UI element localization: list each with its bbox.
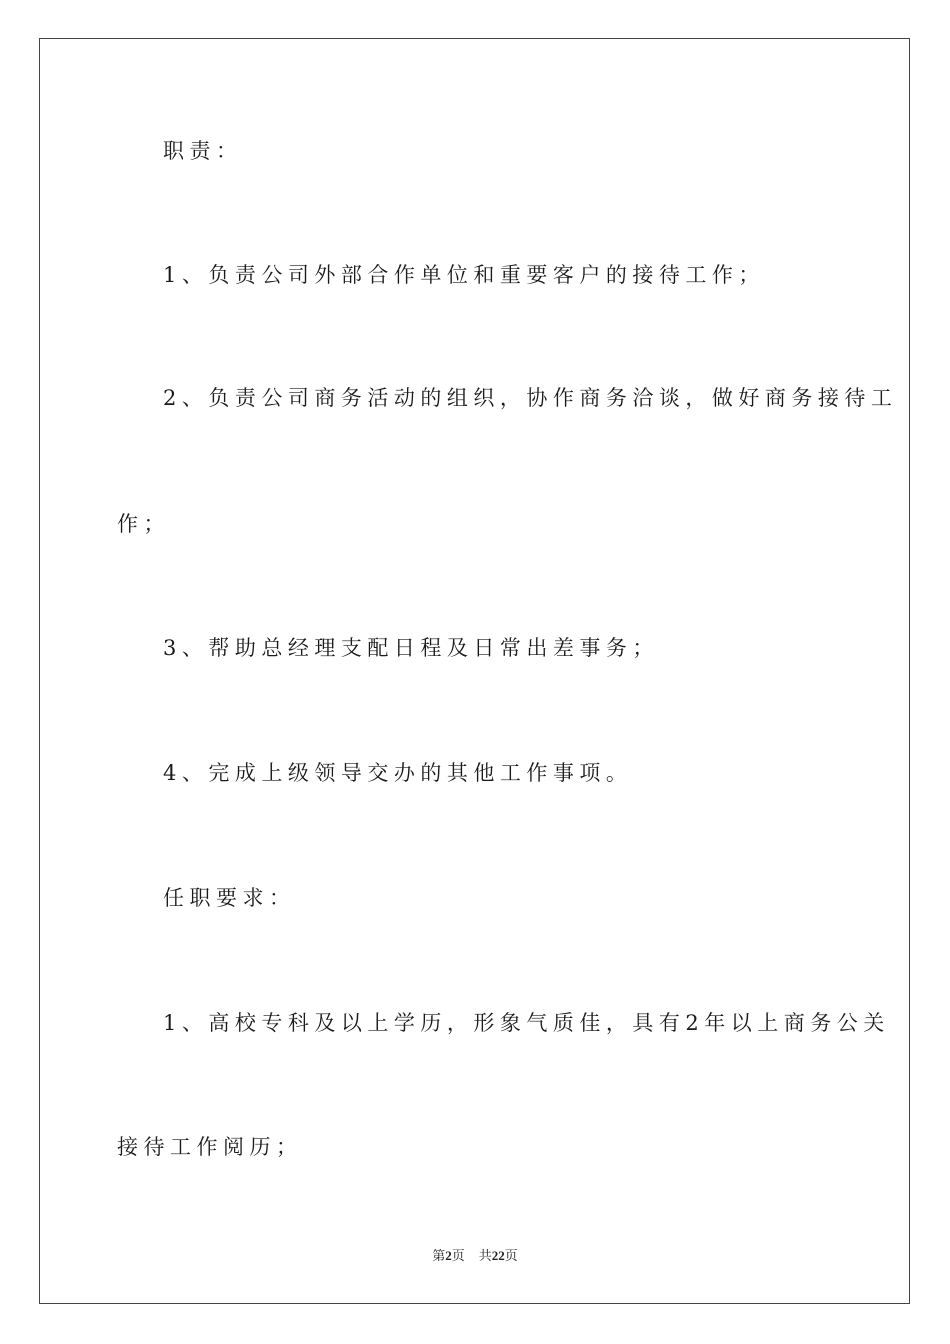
paragraph-duty-2-continued: 作； [117, 512, 170, 536]
section-heading-duties: 职责： [163, 139, 243, 163]
page-footer [0, 1247, 950, 1265]
page-border [39, 38, 910, 1304]
footer-page-prefix: 第 [432, 1248, 446, 1263]
paragraph-requirement-1-continued: 接待工作阅历； [117, 1135, 303, 1159]
section-heading-requirements: 任职要求： [163, 886, 296, 910]
paragraph-duty-3: 3、帮助总经理支配日程及日常出差事务； [163, 636, 659, 660]
paragraph-duty-2: 2、负责公司商务活动的组织，协作商务洽谈，做好商务接待工 [163, 386, 898, 410]
paragraph-duty-4: 4、完成上级领导交办的其他工作事项。 [163, 761, 633, 785]
footer-total-suffix: 页 [504, 1248, 518, 1263]
footer-page-number: 2 [445, 1248, 452, 1263]
footer-total-pages: 22 [491, 1248, 505, 1263]
paragraph-requirement-1: 1、高校专科及以上学历，形象气质佳，具有2年以上商务公关 [163, 1011, 890, 1035]
paragraph-duty-1: 1、负责公司外部合作单位和重要客户的接待工作； [163, 263, 765, 287]
footer-page-suffix: 页 [451, 1248, 465, 1263]
footer-total-prefix: 共 [478, 1248, 492, 1263]
